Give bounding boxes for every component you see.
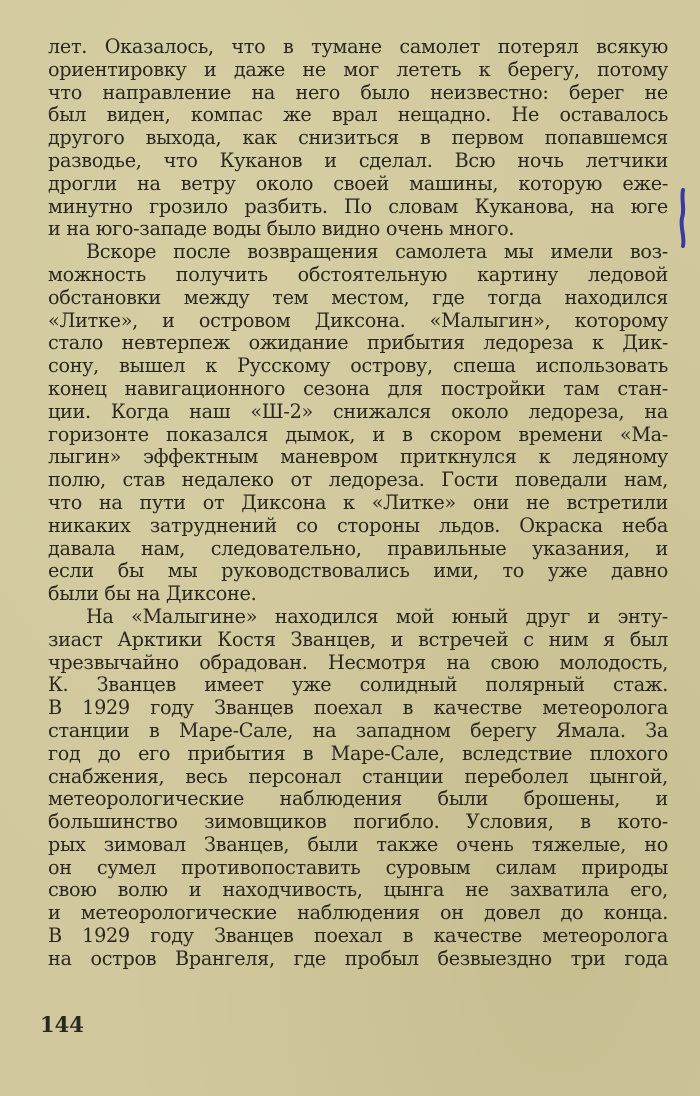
text-line: если бы мы руководствовались ими, то уже давно: [48, 560, 668, 583]
text-line: сону, вышел к Русскому острову, спеша использовать: [48, 355, 668, 378]
text-line: год до его прибытия в Маре-Сале, вследствие плохого: [48, 742, 668, 765]
text-line: В 1929 году Званцев поехал в качестве метеоролога: [48, 925, 668, 948]
text-line: «Литке», и островом Диксона. «Малыгин», которому: [48, 309, 668, 332]
text-line: разводье, что Куканов и сделал. Всю ночь летчики: [48, 149, 668, 172]
text-line: можность получить обстоятельную картину ледовой: [48, 263, 668, 286]
text-line: конец навигационного сезона для постройки там стан-: [48, 377, 668, 400]
page-number: 144: [40, 1012, 84, 1037]
text-line: метеорологические наблюдения были брошены, и: [48, 788, 668, 811]
text-line: что направление на него было неизвестно: берег не: [48, 81, 668, 104]
text-line: К. Званцев имеет уже солидный полярный стаж.: [48, 674, 668, 697]
text-line: ции. Когда наш «Ш-2» снижался около ледореза, на: [48, 400, 668, 423]
text-line: лыгин» эффектным маневром приткнулся к ледяному: [48, 446, 668, 469]
text-line: он сумел противопоставить суровым силам природы: [48, 856, 668, 879]
text-line: зиаст Арктики Костя Званцев, и встречей с ним я был: [48, 628, 668, 651]
text-line: ориентировку и даже не мог лететь к берегу, потому: [48, 58, 668, 81]
text-line: обстановки между тем местом, где тогда находился: [48, 286, 668, 309]
paragraph-end-line: и на юго-западе воды было видно очень много.: [48, 218, 515, 241]
paragraph-start-line: На «Малыгине» находился мой юный друг и энту-: [86, 605, 668, 628]
paragraph-end-line: были бы на Диксоне.: [48, 583, 257, 606]
paragraph-start-line: Вскоре после возвращения самолета мы имели воз-: [86, 241, 668, 264]
text-line: чрезвычайно обрадован. Несмотря на свою молодость,: [48, 651, 668, 674]
text-line: минутно грозило разбить. По словам Куканова, на юге: [48, 195, 668, 218]
margin-ink-mark: [676, 188, 690, 248]
text-line: станции в Маре-Сале, на западном берегу Ямала. За: [48, 719, 668, 742]
text-line: стало невтерпеж ожидание прибытия ледореза к Дик-: [48, 332, 668, 355]
text-line: был виден, компас же врал нещадно. Не оставалось: [48, 104, 668, 127]
text-line: и метеорологические наблюдения он довел до конца.: [48, 902, 668, 925]
text-line: давала нам, следовательно, правильные указания, и: [48, 537, 668, 560]
text-line: снабжения, весь персонал станции переболел цынгой,: [48, 765, 668, 788]
text-line: дрогли на ветру около своей машины, которую еже-: [48, 172, 668, 195]
text-line: на остров Врангеля, где пробыл безвыездно три года: [48, 947, 668, 970]
text-line: рых зимовал Званцев, были также очень тяжелые, но: [48, 833, 668, 856]
text-line: большинство зимовщиков погибло. Условия, в кото-: [48, 811, 668, 834]
text-line: горизонте показался дымок, и в скором времени «Ма-: [48, 423, 668, 446]
text-line: другого выхода, как снизиться в первом попавшемся: [48, 127, 668, 150]
text-line: никаких затруднений со стороны льдов. Окраска неба: [48, 514, 668, 537]
text-line: В 1929 году Званцев поехал в качестве метеоролога: [48, 697, 668, 720]
text-line: свою волю и находчивость, цынга не захватила его,: [48, 879, 668, 902]
text-line: лет. Оказалось, что в тумане самолет потерял всякую: [48, 36, 668, 58]
text-line: что на пути от Диксона к «Литке» они не встретили: [48, 491, 668, 514]
text-line: полю, став недалеко от ледореза. Гости поведали нам,: [48, 469, 668, 492]
body-text: [48, 36, 668, 971]
